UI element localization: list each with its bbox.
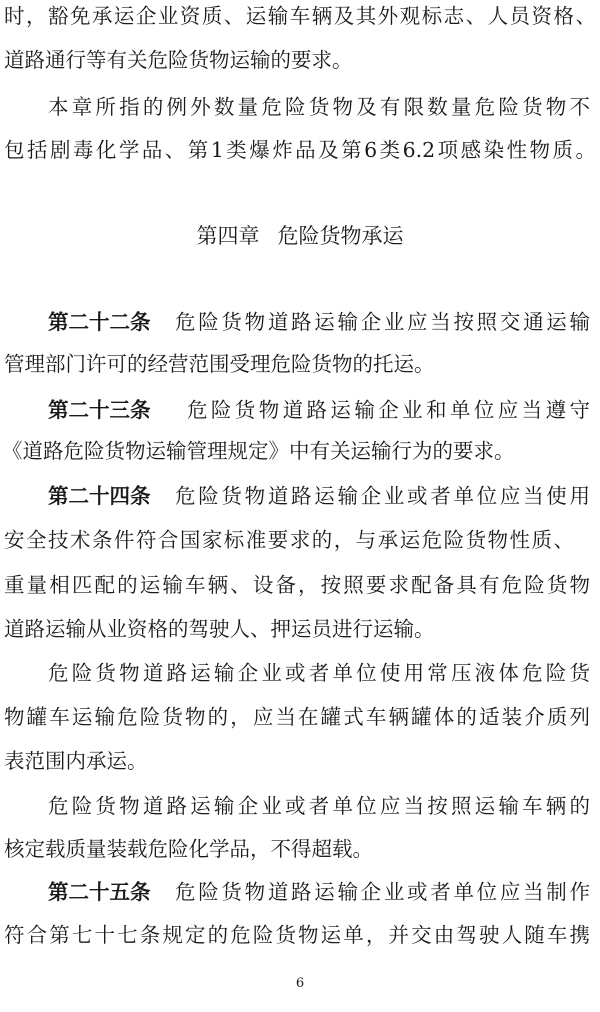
text: 危险货物道路运输企业和单位应当遵守 <box>187 398 590 422</box>
body-text-line <box>0 829 600 869</box>
body-text-line <box>0 87 600 127</box>
article-number: 第二十四条 <box>48 484 151 508</box>
body-text-line <box>0 741 600 781</box>
text: 包括剧毒化学品、第1类爆炸品及第6类6.2项感染性物质。 <box>4 138 596 162</box>
text: 道路通行等有关危险货物运输的要求。 <box>4 48 353 72</box>
text: 危险货物道路运输企业应当按照交通运输 <box>175 310 590 334</box>
body-text-line <box>0 786 600 826</box>
chapter-heading <box>0 216 600 256</box>
text: 安全技术条件符合国家标准要求的，与承运危险货物性质、 <box>4 528 574 552</box>
body-text-line <box>0 915 600 955</box>
body-text-line <box>0 431 600 471</box>
text: 《道路危险货物运输管理规定》中有关运输行为的要求。 <box>2 439 515 463</box>
body-text-line <box>0 344 600 384</box>
text: 重量相匹配的运输车辆、设备，按照要求配备具有危险货物 <box>4 573 590 597</box>
body-text-line <box>0 40 600 80</box>
body-text-line <box>0 653 600 693</box>
text: 物罐车运输危险货物的，应当在罐式车辆罐体的适装介质列 <box>4 705 590 729</box>
text: 危险货物道路运输企业或者单位应当制作 <box>175 880 590 904</box>
text: 危险货物道路运输企业或者单位应当使用 <box>175 484 590 508</box>
text: 管理部门许可的经营范围受理危险货物的托运。 <box>4 352 435 376</box>
article-first-line <box>0 390 600 430</box>
body-text-line <box>0 697 600 737</box>
text: 核定载质量装载危险化学品，不得超载。 <box>4 837 373 861</box>
article-first-line <box>0 476 600 516</box>
text: 符合第七十七条规定的危险货物运单，并交由驾驶人随车携 <box>4 923 590 947</box>
text: 危险货物道路运输企业或者单位使用常压液体危险货 <box>48 661 590 685</box>
text: 道路运输从业资格的驾驶人、押运员进行运输。 <box>4 617 435 641</box>
body-text-line <box>0 609 600 649</box>
page-number: 6 <box>295 976 305 991</box>
text: 表范围内承运。 <box>4 749 148 773</box>
article-number: 第二十二条 <box>48 310 151 334</box>
text: 危险货物道路运输企业或者单位应当按照运输车辆的 <box>48 794 590 818</box>
article-first-line <box>0 872 600 912</box>
chapter-number: 第四章 <box>196 224 260 248</box>
text: 本章所指的例外数量危险货物及有限数量危险货物不 <box>48 95 590 119</box>
body-text-line <box>0 565 600 605</box>
article-number: 第二十三条 <box>48 398 151 422</box>
article-first-line <box>0 302 600 342</box>
text: 时，豁免承运企业资质、运输车辆及其外观标志、人员资格、 <box>4 4 596 28</box>
article-number: 第二十五条 <box>48 880 151 904</box>
body-text-line <box>0 130 600 170</box>
chapter-title: 危险货物承运 <box>277 224 404 248</box>
body-text-line <box>0 520 600 560</box>
body-text-line <box>0 0 600 36</box>
